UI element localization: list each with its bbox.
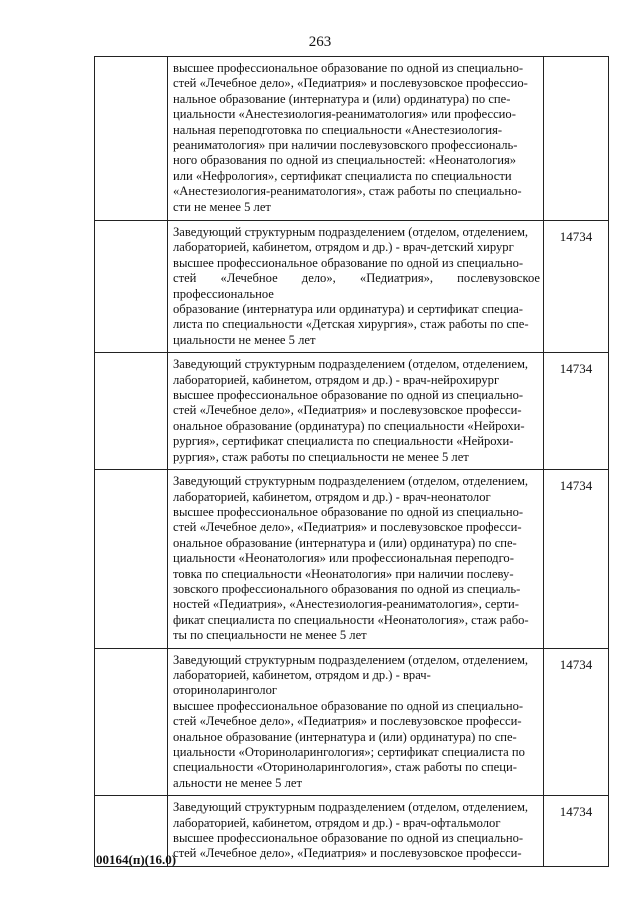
requirements-cell — [168, 57, 544, 221]
requirements-text: Заведующий структурным подразделением (отделом, отделением, лабораторией, кабинетом, отрядом и др.) - врач-детский хирург высшее профессиональное образование по одной из специально- стей «Лечебное дело», «Педиатрия», послевузовское профессиональное образование (интернатура или ординатура) и сертификат специа- листа по специальности «Детская хирургия», стаж работы по спе- циальности не менее 5 лет — [173, 225, 540, 347]
requirements-text: Заведующий структурным подразделением (отделом, отделением, лабораторией, кабинетом, отрядом и др.) - врач-неонатолог высшее профессиональное образование по одной из специально- стей «Лечебное дело», «Педиатрия» и послевузовское професси- ональное образование (интернатура и (или) ординатура) по спе- циальности «Неонатология» или профессиональная переподго- товка по специальности «Неонатология» при наличии послеву- зовского профессионального образования по одной из специаль- ностей «Педиатрия», «Анестезиология-реаниматология», серти- фикат специалиста по специальности «Неонатология», стаж рабо- ты по специальности не менее 5 лет — [173, 474, 529, 643]
requirements-cell — [168, 648, 544, 796]
left-cell — [95, 353, 168, 470]
left-cell — [95, 648, 168, 796]
requirements-text: высшее профессиональное образование по одной из специально- стей «Лечебное дело», «Педиатрия» и послевузовское профессио- нальное образование (интернатура и (или) ординатура) по спе- циальности «Анестезиология-реаниматология» или профессио- нальная переподготовка по специальности «Анестезиология- реаниматология» при наличии послевузовского профессиональ- ного образования по одной из специальностей: «Неонатология» или «Нефрология», сертификат специалиста по специальности «Анестезиология-реаниматология», стаж работы по специально- сти не менее 5 лет — [173, 61, 528, 214]
requirements-text: Заведующий структурным подразделением (отделом, отделением, лабораторией, кабинетом, отрядом и др.) - врач-офтальмолог высшее профессиональное образование по одной из специально- стей «Лечебное дело», «Педиатрия» и послевузовское професси- — [173, 800, 529, 861]
requirements-cell — [168, 470, 544, 648]
left-cell — [95, 470, 168, 648]
table-row — [95, 470, 609, 648]
table-row — [95, 57, 609, 221]
code-cell: 14734 — [544, 221, 609, 353]
code-cell — [544, 57, 609, 221]
left-cell — [95, 57, 168, 221]
requirements-cell — [168, 221, 544, 353]
table-row — [95, 648, 609, 796]
requirements-text: Заведующий структурным подразделением (отделом, отделением, лабораторией, кабинетом, отрядом и др.) - врач- оториноларинголог высшее профессиональное образование по одной из специально- стей «Лечебное дело», «Педиатрия» и послевузовское професси- ональное образование (интернатура и (или) ординатура) по спе- циальности «Оториноларингология»; сертификат специалиста по специальности «Оториноларингология», стаж работы по специ- альности не менее 5 лет — [173, 652, 529, 790]
code-cell: 14734 — [544, 648, 609, 796]
code-cell: 14734 — [544, 470, 609, 648]
page-number: 263 — [308, 34, 332, 50]
qualification-table — [94, 56, 609, 867]
code-cell: 14734 — [544, 796, 609, 867]
table-row — [95, 221, 609, 353]
requirements-cell — [168, 353, 544, 470]
requirements-cell — [168, 796, 544, 867]
left-cell — [95, 221, 168, 353]
code-cell: 14734 — [544, 353, 609, 470]
requirements-text: Заведующий структурным подразделением (отделом, отделением, лабораторией, кабинетом, отрядом и др.) - врач-нейрохирург высшее профессиональное образование по одной из специально- стей «Лечебное дело», «Педиатрия» и послевузовское професси- ональное образование (ординатура) по специальности «Нейрохи- рургия», сертификат специалиста по специальности «Нейрохи- рургия», стаж работы по специальности не менее 5 лет — [173, 357, 529, 464]
document-code: 00164(п)(16.0) — [96, 852, 177, 867]
table-row — [95, 353, 609, 470]
